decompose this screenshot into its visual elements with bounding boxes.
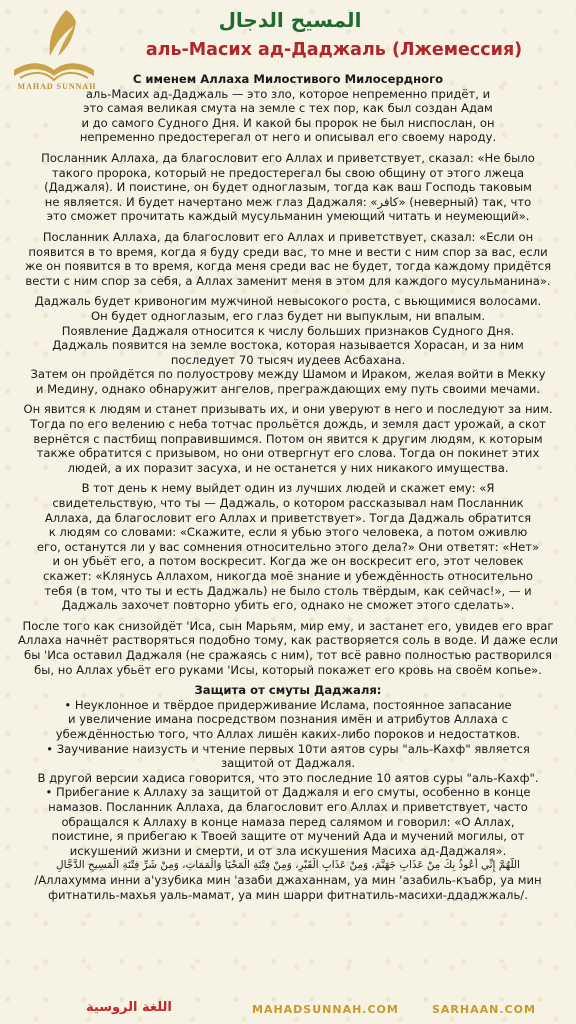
hadith2-line: же он появится в то время, когда меня среди вас не будет, тогда каждому придётся [24,259,552,274]
isa-line: бы 'Иса оставил Даджаля (не сражаясь с ним), тот всё равно полностью растворился [24,647,552,662]
hadith2-line: появится в то время, когда я буду среди вас, то мне и вести с ним спор за вас, если [28,244,548,259]
hadith1-line: Посланник Аллаха, да благословит его Аллах и приветствует, сказал: «Не было [41,150,535,165]
protection-line: • Заучивание наизусть и чтение первых 10ти аятов суры "аль-Кахф" является [46,741,530,756]
description-line: и Медину, однако обнаружит ангелов, преграждающих ему путь своими мечами. [35,381,541,396]
people-line: Тогда по его велению с неба тотчас прольётся дождь, и земля даст урожай, а скот [30,417,546,432]
believer-line: и он убьёт его, а потом воскресит. Когда же он воскресит его, этот человек [52,554,524,569]
believer-line: свидетельствую, что ты — Даджаль, о котором рассказывал нам Посланник [52,496,524,511]
believer-line: В тот день к нему выйдет один из лучших людей и скажет ему: «Я [81,481,495,496]
language-label: اللغة الروسية [86,1000,172,1015]
protection-line: • Прибегание к Аллаху за защитой от Даджаля и его смуты, особенно в конце [45,785,531,800]
hadith1-line: (Даджаля). И поистине, он будет одноглазым, тогда как ваш Господь таковым [44,180,532,195]
believer-line: тебя (в том, что ты и есть Даджаль) не было столь твёрдым, как сейчас!», — и [44,583,532,598]
protection-line: искушений жизни и смерти, и от зла искушения Масиха ад-Даджаля». [69,843,507,858]
basmala: С именем Аллаха Милостивого Милосердного [132,72,444,86]
page-title: аль-Масих ад-Даджаль (Лжемессия) [145,40,523,60]
logo-text: MAHAD SUNNAH [17,82,97,91]
intro-line: и до самого Судного Дня. И какой бы пророк не был ниспослан, он [81,115,495,130]
hadith1-line: не является. И будет начертано меж глаз Даджаля: «كافر» (неверный) так, что [44,194,532,209]
footer [0,996,576,1022]
translit-line: фитнатиль-махья уаль-мамат, уа мин шарри фитнатиль-масихи-ддаджжаль/. [48,887,528,902]
protection-line: и увеличение имана посредством познания имён и атрибутов Аллаха с [68,712,508,727]
site-link-mahadsunnah[interactable]: MAHADSUNNAH.COM [252,1003,399,1016]
intro-line: это самая великая смута на земле с тех пор, как был создан Адам [83,101,493,116]
protection-line: намазов. Посланник Аллаха, да благословит его Аллах и приветствует, часто [48,799,528,814]
isa-line: После того как снизойдёт 'Иса, сын Марьям, мир ему, и застанет его, увидев его враг [22,618,554,633]
believer-line: его, останутся ли у вас сомнения относительно этого дела?» Они ответят: «Нет» [36,539,540,554]
protection-line: защитой от Даджаля. [220,756,356,771]
people-line: также обратится с призывом, но они отвергнут его слова. Тогда он покинет этих [36,446,540,461]
people-line: людей, а их поразит засуха, и не останется у них никакого имущества. [67,460,509,475]
site-link-sarhaan[interactable]: SARHAAN.COM [432,1003,536,1016]
protection-line: обращался к Аллаху в конце намаза перед салямом и говорил: «О Аллах, [61,814,515,829]
arabic-title: المسيح الدجال [218,8,362,32]
believer-line: Аллаха, да благословит его Аллах и приветствует». Тогда Даджаль обратится [44,510,532,525]
believer-line: к людям со словами: «Скажите, если я убью этого человека, а потом оживлю [48,525,528,540]
intro-line: аль-Масих ад-Даджаль — это зло, которое непременно придёт, и [85,86,491,101]
isa-line: бы, но Аллах убьёт его руками 'Исы, который покажет его кровь на своём копье». [34,662,542,677]
description-line: Даджаль будет кривоногим мужчиной невысокого роста, с вьющимися волосами. [34,294,542,309]
protection-line: В другой версии хадиса говорится, что это последние 10 аятов суры "аль-Кахф". [37,770,539,785]
description-line: Затем он пройдётся по полуострову между Шамом и Ираком, желая войти в Мекку [30,367,546,382]
protection-heading: Защита от смуты Даджаля: [194,683,382,698]
description-line: последует 70 тысяч иудеев Асбахана. [170,352,406,367]
translit-line: /Аллахумма инни а'узубика мин 'азаби джаханнам, уа мин 'азабиль-къабр, уа мин [34,873,542,888]
hadith1-line: это сможет прочитать каждый мусульманин умеющий читать и неумеющий». [46,209,530,224]
hadith2-line: вести с ним спор за себя, а Аллах заменит меня в этом для каждого мусульманина». [25,273,551,288]
description-line: Даджаль появится на земле востока, которая называется Хорасан, и за ним [52,338,524,353]
protection-line: убеждённостью того, что Аллах лишён каких-либо пороков и недостатков. [55,726,521,741]
believer-line: скажет: «Клянусь Аллахом, никогда моё знание и убеждённость относительно [42,569,533,583]
protection-line: • Неуклонное и твёрдое придерживание Ислама, постоянное запасание [64,697,512,712]
description-line: Он будет одноглазым, его глаз будет ни выпуклым, ни впалым. [90,308,486,323]
isa-line: Аллаха начнёт растворяться подобно тому, как растворяется соль в воде. И даже если [18,633,558,648]
article-body [0,72,576,902]
arabic-dua: اللَّهُمَّ إِنِّي أَعُوذُ بِكَ مِنْ عَذَابِ جَهَنَّمَ، وَمِنْ عَذَابِ الْقَبْرِ، وَمِنْ فِتْنَةِ الْمَحْيَا وَالْمَمَاتِ، وَمِنْ شَرِّ فِتْنَةِ الْمَسِيحِ الدَّجَّالِ [56,859,520,872]
hadith1-line: такого пророка, который не предостерегал бы свою общину от этого лжеца [51,165,525,180]
protection-line: поистине, я прибегаю к Твоей защите от мучений Ада и мучений могилы, от [51,829,525,844]
hadith2-line: Посланник Аллаха, да благословит его Аллах и приветствует, сказал: «Если он [42,229,534,244]
people-line: вернётся с пастбищ поправившимся. Потом он явится к другим людям, к которым [33,431,543,446]
description-line: Появление Даджаля относится к числу больших признаков Судного Дня. [61,323,515,338]
believer-line: Даджаль захочет повторно убить его, однако не сможет этого сделать». [61,598,515,613]
people-line: Он явится к людям и станет призывать их, и они уверуют в него и последуют за ним. [23,402,553,417]
intro-line: непременно предостерегал от него и описывал его своему народу. [79,130,497,145]
